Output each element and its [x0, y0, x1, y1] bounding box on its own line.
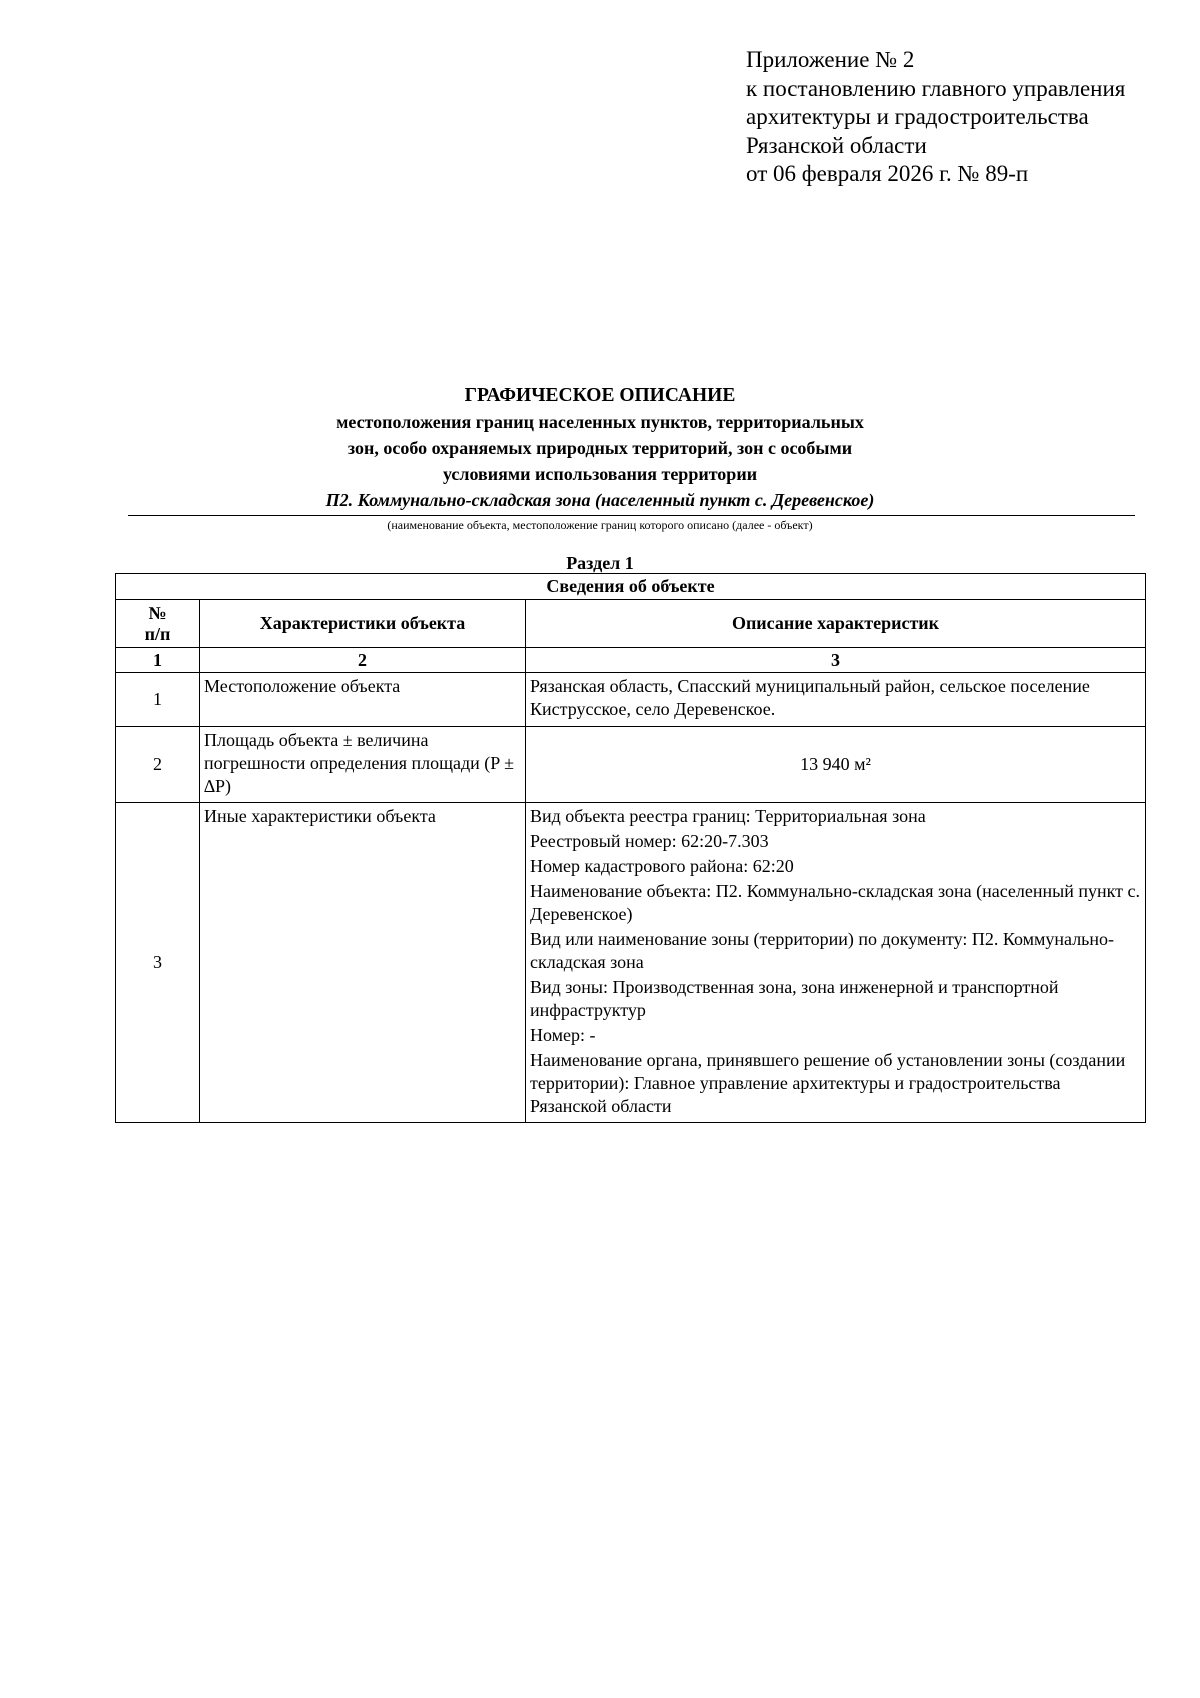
row-characteristic: Местоположение объекта — [200, 673, 526, 727]
table-caption: Сведения об объекте — [116, 574, 1146, 600]
row-characteristic: Иные характеристики объекта — [200, 803, 526, 1123]
appendix-line: Приложение № 2 — [746, 47, 915, 72]
title-main: ГРАФИЧЕСКОЕ ОПИСАНИЕ — [464, 385, 736, 406]
column-number-row — [116, 648, 1146, 673]
description-item: Вид или наименование зоны (территории) по документу: П2. Коммунально-складская зона — [530, 929, 1115, 972]
row-description — [526, 803, 1146, 1123]
description-item: Номер: - — [530, 1025, 596, 1045]
title-sub-line: зон, особо охраняемых природных территорий, зон с особыми — [347, 438, 853, 458]
row-number: 3 — [116, 803, 200, 1123]
section-title: Раздел 1 — [566, 553, 634, 573]
description-item: Наименование органа, принявшего решение об установлении зоны (создании территории): Главное управление архитектуры и градостроительства Рязанской области — [530, 1050, 1126, 1116]
appendix-line: Рязанской области — [746, 132, 927, 158]
header-num — [116, 600, 200, 648]
header-num-line2: п/п — [144, 623, 171, 644]
object-name-caption: (наименование объекта, местоположение границ которого описано (далее - объект) — [387, 518, 813, 532]
table-row — [116, 673, 1146, 727]
header-num-line1: № — [148, 602, 167, 623]
title-sub-line: условиями использования территории — [442, 464, 758, 484]
object-info-table — [115, 573, 1146, 1123]
row-number: 2 — [116, 727, 200, 803]
table-header-row — [116, 600, 1146, 648]
appendix-header — [746, 46, 1166, 189]
document-title — [0, 383, 1200, 487]
column-number: 2 — [200, 648, 526, 673]
description-item: Вид зоны: Производственная зона, зона инженерной и транспортной инфраструктур — [530, 977, 1059, 1020]
description-item: Реестровый номер: 62:20-7.303 — [530, 831, 769, 851]
appendix-line: от 06 февраля 2026 г. № 89-п — [746, 161, 1029, 186]
title-sub-line: местоположения границ населенных пунктов, территориальных — [336, 412, 864, 432]
row-description: 13 940 м² — [526, 727, 1146, 803]
column-number: 3 — [526, 648, 1146, 673]
row-number: 1 — [116, 673, 200, 727]
header-description: Описание характеристик — [526, 600, 1146, 648]
appendix-line: архитектуры и градостроительства — [746, 104, 1089, 129]
table-row — [116, 727, 1146, 803]
column-number: 1 — [116, 648, 200, 673]
appendix-line: к постановлению главного управления — [746, 75, 1126, 101]
table-row — [116, 803, 1146, 1123]
row-description: Рязанская область, Спасский муниципальный район, сельское поселение Киструсское, село Деревенское. — [526, 673, 1146, 727]
description-item: Вид объекта реестра границ: Территориальная зона — [530, 806, 926, 826]
header-characteristics: Характеристики объекта — [200, 600, 526, 648]
table-caption-row — [116, 574, 1146, 600]
object-name-underline — [128, 515, 1135, 516]
row-characteristic: Площадь объекта ± величина погрешности определения площади (P ± ∆P) — [200, 727, 526, 803]
object-name: П2. Коммунально-складская зона (населенный пункт с. Деревенское) — [325, 490, 875, 510]
description-item: Номер кадастрового района: 62:20 — [530, 856, 794, 876]
description-item: Наименование объекта: П2. Коммунально-складская зона (населенный пункт с. Деревенское) — [530, 881, 1141, 924]
